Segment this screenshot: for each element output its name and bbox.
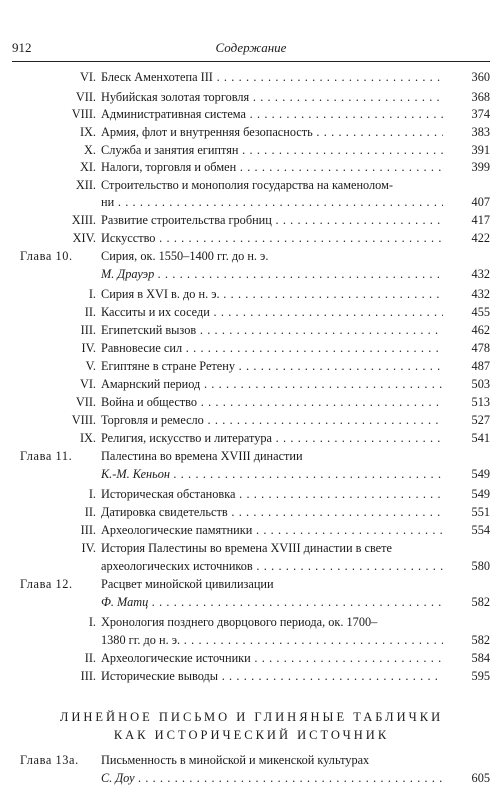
- author-row: [0, 266, 503, 282]
- section-title: Археологические источники . . .: [101, 650, 443, 666]
- page-ref: 487: [471, 359, 490, 373]
- section-number: XIII.: [71, 213, 96, 227]
- toc-entry: [0, 177, 503, 193]
- section-title: Археологические памятники . . .: [101, 522, 443, 538]
- section-title: Египтяне в стране Ретену . . .: [101, 358, 443, 374]
- chapter-label: Глава 10.: [20, 249, 73, 263]
- page-ref: 582: [471, 595, 490, 609]
- page-ref: 584: [471, 651, 490, 665]
- page-ref: 549: [471, 487, 490, 501]
- section-number: VI.: [79, 70, 96, 84]
- chapter-title: Расцвет минойской цивилизации: [101, 577, 274, 591]
- chapter-author: К.-М. Кеньон . . .: [101, 466, 443, 482]
- page-ref: 432: [471, 267, 490, 281]
- chapter-author: С. Доу . . .: [101, 770, 443, 786]
- section-number: VIII.: [71, 413, 96, 427]
- chapter-title: Сирия, ок. 1550–1400 гг. до н. э.: [101, 249, 269, 263]
- section-title: История Палестины во времена XVIII династии в свете: [101, 541, 392, 555]
- section-number: IX.: [79, 125, 96, 139]
- section-number: V.: [85, 359, 96, 373]
- chapter-author: М. Драуэр . . .: [101, 266, 443, 282]
- page-ref: 541: [471, 431, 490, 445]
- page-ref: 503: [471, 377, 490, 391]
- section-number: IV.: [81, 341, 96, 355]
- section-title: ни . . .: [101, 194, 443, 210]
- toc-entry: [0, 230, 503, 246]
- page-ref: 399: [471, 160, 490, 174]
- toc-entry: [0, 540, 503, 556]
- section-title: Армия, флот и внутренняя безопасность . . .: [101, 124, 443, 140]
- page-ref: 455: [471, 305, 490, 319]
- page-ref: 391: [471, 143, 490, 157]
- section-number: II.: [84, 505, 96, 519]
- section-number: II.: [84, 651, 96, 665]
- section-title: Исторические выводы . . .: [101, 668, 443, 684]
- section-number: X.: [84, 143, 96, 157]
- toc-entry: [0, 522, 503, 538]
- section-number: XIV.: [72, 231, 96, 245]
- section-title: Равновесие сил . . .: [101, 340, 443, 356]
- toc-entry: [0, 430, 503, 446]
- chapter-author: Ф. Матц . . .: [101, 594, 443, 610]
- section-heading: ЛИНЕЙНОЕ ПИСЬМО И ГЛИНЯНЫЕ ТАБЛИЧКИ: [59, 710, 444, 724]
- section-number: III.: [80, 323, 96, 337]
- page-ref: 551: [471, 505, 490, 519]
- page-ref: 527: [471, 413, 490, 427]
- section-number: I.: [88, 487, 96, 501]
- section-title: Амарнский период . . .: [101, 376, 443, 392]
- toc-entry: [0, 286, 503, 302]
- toc-entry: [0, 358, 503, 374]
- toc-entry: [0, 212, 503, 228]
- toc-entry: [0, 504, 503, 520]
- toc-entry: [0, 632, 503, 648]
- page-ref: 462: [471, 323, 490, 337]
- page-ref: 383: [471, 125, 490, 139]
- section-title: Строительство и монополия государства на каменолом-: [101, 178, 393, 192]
- section-title: Хронология позднего дворцового периода, ок. 1700–: [101, 615, 378, 629]
- section-number: VII.: [75, 395, 96, 409]
- toc-entry: [0, 486, 503, 502]
- section-number: VI.: [79, 377, 96, 391]
- section-title: Нубийская золотая торговля . . .: [101, 89, 443, 105]
- section-title: Налоги, торговля и обмен . . .: [101, 159, 443, 175]
- page-ref: 513: [471, 395, 490, 409]
- page-ref: 417: [471, 213, 490, 227]
- page-ref: 432: [471, 287, 490, 301]
- section-number: III.: [80, 523, 96, 537]
- toc-entry: [0, 106, 503, 122]
- running-header: [12, 38, 490, 60]
- header-rule: [12, 61, 490, 62]
- section-number: VII.: [75, 90, 96, 104]
- section-number: IX.: [79, 431, 96, 445]
- chapter-label: Глава 12.: [20, 577, 73, 591]
- toc-entry: [0, 340, 503, 356]
- toc-entry: [0, 668, 503, 684]
- section-title: 1380 гг. до н. э. . . .: [101, 632, 443, 648]
- toc-entry: [0, 124, 503, 140]
- toc-entry: [0, 89, 503, 105]
- page-ref: 407: [471, 195, 490, 209]
- section-title: Религия, искусство и литература . . .: [101, 430, 443, 446]
- page-ref: 368: [471, 90, 490, 104]
- section-heading: КАК ИСТОРИЧЕСКИЙ ИСТОЧНИК: [113, 728, 390, 742]
- section-title: Развитие строительства гробниц . . .: [101, 212, 443, 228]
- section-title: Служба и занятия египтян . . .: [101, 142, 443, 158]
- page-ref: 422: [471, 231, 490, 245]
- section-number: I.: [88, 287, 96, 301]
- section-title: Сирия в XVI в. до н. э. . . .: [101, 286, 443, 302]
- toc-entry: [0, 650, 503, 666]
- toc-entry: [0, 558, 503, 574]
- section-title: Датировка свидетельств . . .: [101, 504, 443, 520]
- toc-entry: [0, 194, 503, 210]
- section-number: III.: [80, 669, 96, 683]
- section-title: археологических источников . . .: [101, 558, 443, 574]
- page-ref: 605: [471, 771, 490, 785]
- section-number: II.: [84, 305, 96, 319]
- section-number: IV.: [81, 541, 96, 555]
- section-title: Искусство . . .: [101, 230, 443, 246]
- toc-entry: [0, 412, 503, 428]
- chapter-label: Глава 11.: [20, 449, 73, 463]
- chapter-row: [0, 248, 503, 264]
- section-title: Касситы и их соседи . . .: [101, 304, 443, 320]
- section-number: I.: [88, 615, 96, 629]
- page-ref: 595: [471, 669, 490, 683]
- chapter-title: Палестина во времена XVIII династии: [101, 449, 303, 463]
- page-number: 912: [12, 40, 32, 55]
- toc-entry: [0, 304, 503, 320]
- toc-entry: [0, 322, 503, 338]
- toc-entry: [0, 142, 503, 158]
- section-number: XII.: [75, 178, 96, 192]
- chapter-row: [0, 752, 503, 768]
- toc-entry: [0, 376, 503, 392]
- page-ref: 478: [471, 341, 490, 355]
- section-title: Египетский вызов . . .: [101, 322, 443, 338]
- section-title: Война и общество . . .: [101, 394, 443, 410]
- page-ref: 549: [471, 467, 490, 481]
- toc-entry: [0, 394, 503, 410]
- chapter-label: Глава 13а.: [20, 753, 79, 767]
- section-title: Торговля и ремесло . . .: [101, 412, 443, 428]
- section-title: Административная система . . .: [101, 106, 443, 122]
- section-number: XI.: [79, 160, 96, 174]
- page-ref: 554: [471, 523, 490, 537]
- author-row: [0, 594, 503, 610]
- toc-entry: [0, 69, 503, 85]
- toc-entry: [0, 159, 503, 175]
- page-ref: 582: [471, 633, 490, 647]
- chapter-title: Письменность в минойской и микенской культурах: [101, 753, 370, 767]
- section-number: VIII.: [71, 107, 96, 121]
- chapter-row: [0, 448, 503, 464]
- running-title: Содержание: [215, 40, 287, 55]
- chapter-row: [0, 576, 503, 592]
- author-row: [0, 466, 503, 482]
- page-ref: 374: [471, 107, 490, 121]
- author-row: [0, 770, 503, 786]
- section-title: Историческая обстановка . . .: [101, 486, 443, 502]
- section-title: Блеск Аменхотепа III . . .: [101, 69, 443, 85]
- page-ref: 580: [471, 559, 490, 573]
- page-ref: 360: [471, 70, 490, 84]
- toc-entry: [0, 614, 503, 630]
